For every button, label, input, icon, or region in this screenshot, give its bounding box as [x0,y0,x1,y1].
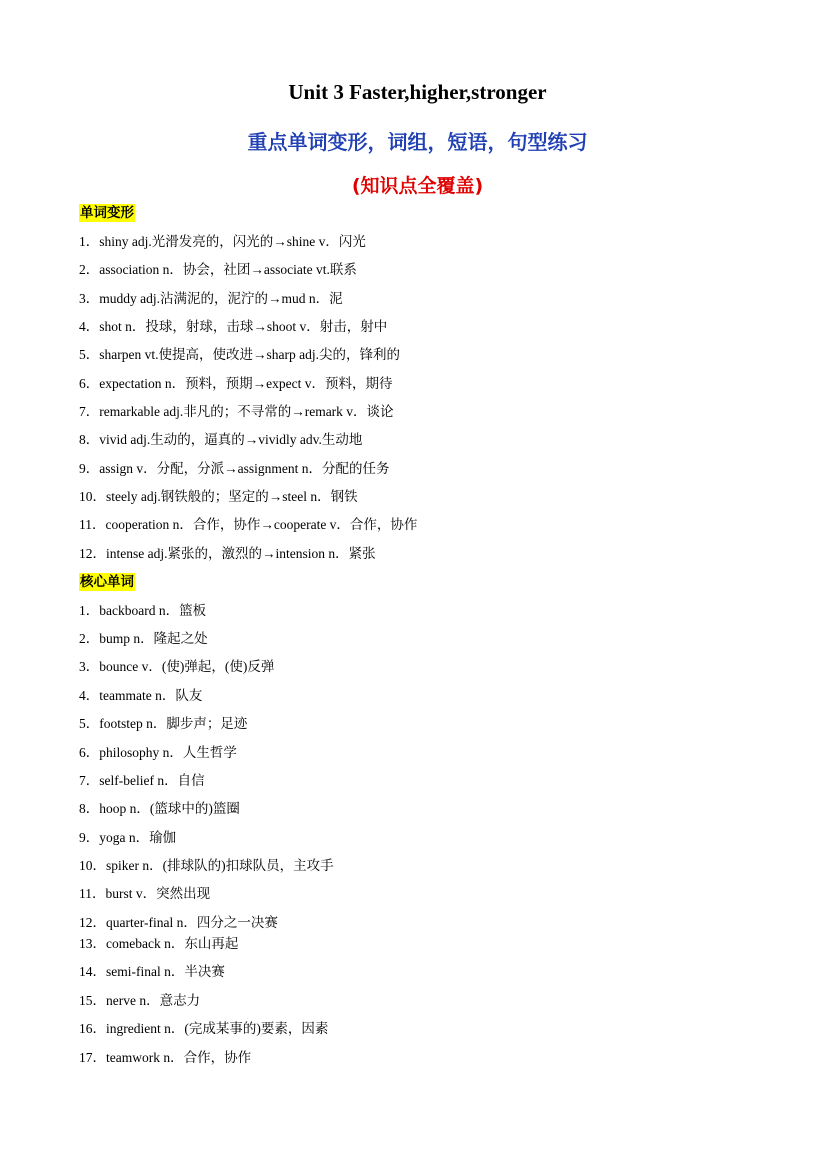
vocab-item: 15．nerve n．意志力 [79,993,201,1008]
vocab-item: 10．spiker n．(排球队的)扣球队员，主攻手 [79,858,334,873]
page-title: Unit 3 Faster,higher,stronger [288,80,547,104]
vocab-item: 1．backboard n．篮板 [79,603,207,618]
vocab-item: 6．philosophy n．人生哲学 [79,745,237,760]
coverage-note: (知识点全覆盖) [351,175,484,197]
vocab-item: 17．teamwork n．合作，协作 [79,1050,252,1065]
vocab-item: 7．remarkable adj.非凡的；不寻常的→remark v．谈论 [79,404,394,419]
vocab-item: 3．bounce v．(使)弹起，(使)反弹 [79,659,275,674]
vocab-item: 9．yoga n．瑜伽 [79,830,177,845]
vocab-item: 8．hoop n．(篮球中的)篮圈 [79,801,240,816]
vocab-item: 10．steely adj.钢铁般的；坚定的→steel n．钢铁 [79,489,358,504]
vocab-item: 12．quarter-final n．四分之一决赛 [79,915,278,930]
vocab-item: 2．bump n．隆起之处 [79,631,208,646]
vocab-item: 12．intense adj.紧张的，激烈的→intension n．紧张 [79,546,376,561]
vocab-item: 4．teammate n．队友 [79,688,203,703]
vocab-item: 9．assign v．分配，分派→assignment n．分配的任务 [79,461,390,476]
section-heading: 单词变形 [80,205,134,221]
vocab-item: 5．sharpen vt.使提高，使改进→sharp adj.尖的，锋利的 [79,347,400,362]
vocab-item: 11．cooperation n．合作，协作→cooperate v．合作，协作 [79,517,418,532]
vocab-item: 6．expectation n．预料，预期→expect v．预料，期待 [79,376,393,391]
vocab-item: 1．shiny adj.光滑发亮的，闪光的→shine v．闪光 [79,234,366,249]
vocab-item: 3．muddy adj.沾满泥的，泥泞的→mud n．泥 [79,291,343,306]
vocab-item: 11．burst v．突然出现 [79,886,211,901]
vocab-item: 2．association n．协会，社团→associate vt.联系 [79,262,357,277]
vocab-item: 14．semi-final n．半决赛 [79,964,225,979]
vocab-item: 8．vivid adj.生动的，逼真的→vividly adv.生动地 [79,432,363,447]
vocab-item: 16．ingredient n．(完成某事的)要素，因素 [79,1021,329,1036]
section-heading: 核心单词 [80,574,134,590]
vocab-item: 13．comeback n．东山再起 [79,936,239,951]
vocab-item: 7．self-belief n．自信 [79,773,205,788]
vocab-item: 5．footstep n．脚步声；足迹 [79,716,248,731]
page-subtitle: 重点单词变形，词组，短语，句型练习 [247,130,588,154]
vocab-item: 4．shot n．投球，射球，击球→shoot v．射击，射中 [79,319,388,334]
